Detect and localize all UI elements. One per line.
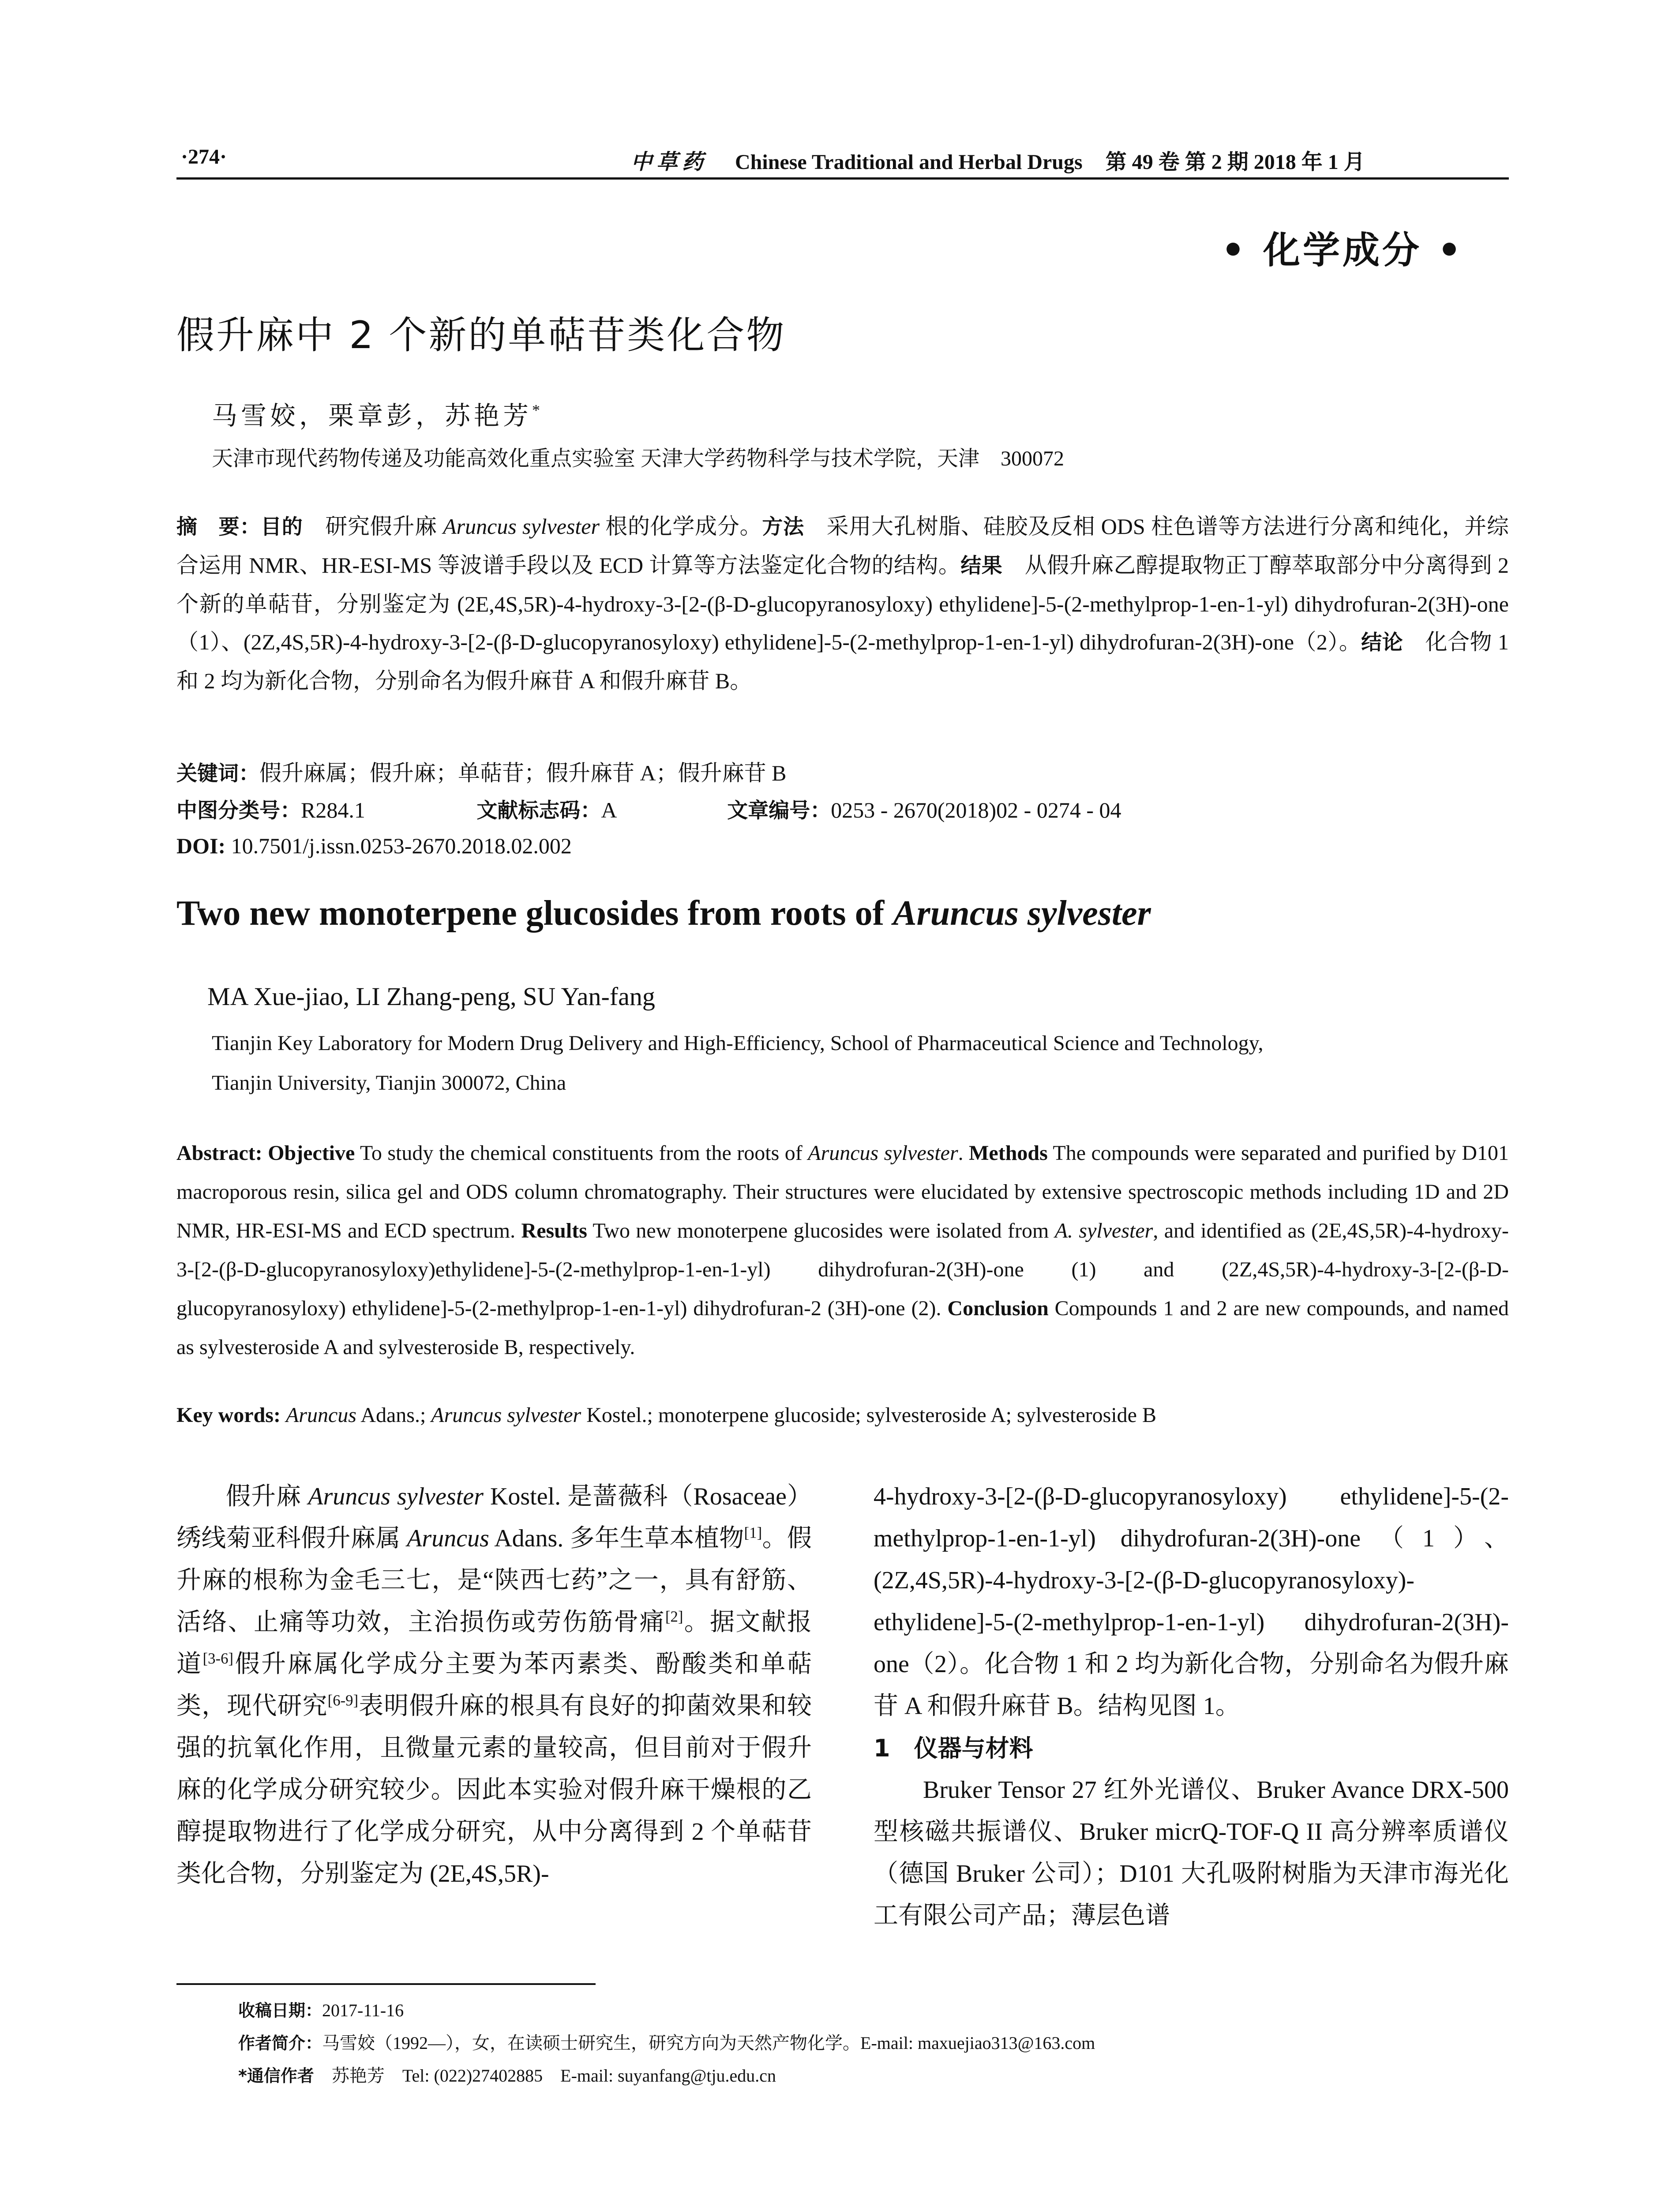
- received-label: 收稿日期：: [238, 2001, 322, 2020]
- clc-label: 中图分类号：: [176, 799, 301, 823]
- affiliation-en-line-2: Tianjin University, Tianjin 300072, China: [212, 1071, 566, 1095]
- conclusion-label-cn: 结论: [1361, 630, 1403, 655]
- methods-text-en: The compounds were separated and purified by D101 macroporous resin, silica gel and ODS column chromatography. Their structures were elucidated by extensive spectroscopic methods including 1D and 2D NMR, HR-ESI-MS and ECD spectrum.: [176, 1141, 1509, 1242]
- citation[interactable]: [6-9]: [327, 1692, 359, 1709]
- intro-text: 。据文献报道: [176, 1609, 812, 1678]
- section-tag: • 化学成分 •: [1221, 229, 1464, 272]
- objective-text-en: To study the chemical constituents from the roots of: [355, 1141, 808, 1165]
- doc-code-value: A: [601, 798, 616, 822]
- intro-paragraph: [176, 1476, 812, 1895]
- intro-text: Adans. 多年生草本植物: [489, 1525, 744, 1552]
- keywords-en-label: Key words:: [176, 1403, 281, 1427]
- journal-name-en: Chinese Traditional and Herbal Drugs: [735, 150, 1083, 174]
- intro-text: 。假升麻的根称为金毛三七，是“陕西七药”之一，具有舒筋、活络、止痛等功效，主治损伤或劳伤筋骨痛: [176, 1525, 812, 1636]
- conclusion-text-en: Compounds 1 and 2 are new compounds, and named as sylvesteroside A and sylvesteroside B, respectively.: [176, 1297, 1509, 1359]
- keywords-cn-label: 关键词：: [176, 762, 259, 786]
- intro-text: 假升麻属化学成分主要为苯丙素类、酚酸类和单萜类，现代研究: [176, 1651, 812, 1720]
- section-heading: 1 仪器与材料: [874, 1734, 1033, 1762]
- corresponding-label: *通信作者: [238, 2066, 314, 2086]
- citation[interactable]: [2]: [665, 1608, 683, 1625]
- article-number-value: 0253 - 2670(2018)02 - 0274 - 04: [831, 798, 1121, 822]
- doi-line: [176, 833, 572, 859]
- authors-cn: [212, 395, 544, 432]
- abstract-cn: [176, 507, 1509, 700]
- bio-label: 作者简介：: [238, 2033, 322, 2053]
- body-column-left: [176, 1476, 812, 1895]
- methods-label-en: Methods: [969, 1141, 1048, 1165]
- title-en-text: Two new monoterpene glucosides from roots of: [176, 894, 893, 933]
- affiliation-en: [212, 1024, 1509, 1103]
- keyword-genus-authority: Adans.;: [356, 1403, 431, 1427]
- results-label-en: Results: [521, 1219, 587, 1242]
- conclusion-label-en: Conclusion: [947, 1297, 1049, 1320]
- keywords-en: [176, 1403, 1156, 1427]
- classification-line: [176, 794, 1121, 824]
- results-text-en-end: , and identified as (2E,4S,5R)-4-hydroxy-3-[2-(β-D-glucopyranosyloxy)ethylidene]-5-(2-methylprop-1-en-1-yl) dihydrofuran-2(3H)-one (1) and (2Z,4S,5R)-4-hydroxy-3-[2-(β-D-glucopyranosyloxy) ethylidene]-5-(2-methylprop-1-en-1-yl) dihydrofuran-2 (3H)-one (2).: [176, 1219, 1509, 1320]
- instruments-paragraph: Bruker Tensor 27 红外光谱仪、Bruker Avance DRX-500 型核磁共振谱仪、Bruker micrQ-TOF-Q II 高分辨率质谱仪（德国 Bruker 公司）；D101 大孔吸附树脂为天津市海光化工有限公司产品；薄层色谱: [874, 1776, 1509, 1929]
- journal-name: [631, 145, 1365, 175]
- citation[interactable]: [1]: [744, 1524, 762, 1542]
- objective-text-cn: 研究假升麻: [303, 514, 443, 539]
- footnote-corresponding: [238, 2060, 1095, 2092]
- abstract-en: [176, 1134, 1509, 1367]
- intro-text: 假升麻: [226, 1483, 308, 1510]
- intro-genus: Aruncus: [407, 1525, 489, 1552]
- results-text-en: Two new monoterpene glucosides were isolated from: [587, 1219, 1055, 1242]
- doi-label: DOI:: [176, 833, 226, 858]
- objective-label-cn: 目的: [260, 515, 303, 539]
- results-label-cn: 结果: [960, 554, 1003, 578]
- authors-cn-names: 马雪姣，栗章彭，苏艳芳: [212, 401, 532, 430]
- objective-text-en-end: .: [958, 1141, 969, 1165]
- footnotes: [238, 1994, 1095, 2092]
- journal-issue: 第 49 卷 第 2 期 2018 年 1 月: [1105, 150, 1365, 174]
- species-name: Aruncus sylvester: [443, 514, 600, 539]
- page-header: [176, 141, 1509, 180]
- keywords-rest: Kostel.; monoterpene glucoside; sylvesteroside A; sylvesteroside B: [581, 1403, 1156, 1427]
- keywords-cn-text: 假升麻属；假升麻；单萜苷；假升麻苷 A；假升麻苷 B: [259, 761, 787, 785]
- footnote-received: [238, 1994, 1095, 2027]
- methods-text-cn: 采用大孔树脂、硅胶及反相 ODS 柱色谱等方法进行分离和纯化，并综合运用 NMR、HR-ESI-MS 等波谱手段以及 ECD 计算等方法鉴定化合物的结构。: [176, 514, 1509, 578]
- keywords-cn: [176, 755, 786, 787]
- keyword-species: Aruncus sylvester: [431, 1403, 581, 1427]
- citation[interactable]: [3-6]: [202, 1650, 233, 1667]
- footnote-author-bio: [238, 2027, 1095, 2060]
- intro-text: 表明假升麻的根具有良好的抑菌效果和较强的抗氧化作用，且微量元素的量较高，但目前对于假升麻的化学成分研究较少。因此本实验对假升麻干燥根的乙醇提取物进行了化学成分研究，从中分离得到 2 个单萜苷类化合物，分别鉴定为 (2E,4S,5R)-: [176, 1692, 812, 1887]
- results-text-cn: 从假升麻乙醇提取物正丁醇萃取部分中分离得到 2 个新的单萜苷，分别鉴定为 (2E,4S,5R)-4-hydroxy-3-[2-(β-D-glucopyranosyloxy) ethylidene]-5-(2-methylprop-1-en-1-yl) dihydrofuran-2(3H)-one（1）、(2Z,4S,5R)-4-hydroxy-3-[2-(β-D-glucopyranosyloxy) ethylidene]-5-(2-methylprop-1-en-1-yl) dihydrofuran-2(3H)-one（2）。: [176, 553, 1509, 654]
- intro-species: Aruncus sylvester: [308, 1483, 484, 1510]
- affiliation-cn: 天津市现代药物传递及功能高效化重点实验室 天津大学药物科学与技术学院，天津 300072: [212, 447, 1065, 470]
- corresponding-text: 苏艳芳 Tel: (022)27402885 E-mail: suyanfang@tju.edu.cn: [314, 2066, 776, 2086]
- keyword-genus: Aruncus: [285, 1403, 356, 1427]
- objective-text-cn-end: 根的化学成分。: [599, 514, 762, 539]
- abstract-en-label: Abstract: Objective: [176, 1141, 355, 1165]
- clc-value: R284.1: [301, 798, 365, 822]
- doi-value[interactable]: 10.7501/j.issn.0253-2670.2018.02.002: [231, 833, 572, 858]
- body-column-right: [874, 1476, 1509, 1937]
- received-date: 2017-11-16: [322, 2000, 404, 2020]
- abstract-cn-label: 摘 要：: [176, 515, 261, 539]
- affiliation-en-line-1: Tianjin Key Laboratory for Modern Drug Delivery and High-Efficiency, School of Pharmaceutical Science and Technology,: [212, 1032, 1264, 1055]
- doc-code-label: 文献标志码：: [476, 799, 601, 823]
- corresponding-mark: *: [532, 401, 544, 419]
- footnote-divider: [176, 1983, 596, 1985]
- title-en-species: Aruncus sylvester: [893, 894, 1151, 933]
- results-species-en: A. sylvester: [1054, 1219, 1153, 1242]
- article-number-label: 文章编号：: [727, 799, 831, 823]
- intro-text: Kostel. 是蔷薇科（Rosaceae）绣线菊亚科假升麻属: [176, 1483, 812, 1552]
- species-name-en: Aruncus sylvester: [808, 1141, 958, 1165]
- bio-text: 马雪姣（1992—），女，在读硕士研究生，研究方向为天然产物化学。E-mail: maxuejiao313@163.com: [322, 2033, 1095, 2053]
- conclusion-text-cn: 化合物 1 和 2 均为新化合物，分别命名为假升麻苷 A 和假升麻苷 B。: [176, 630, 1509, 693]
- methods-label-cn: 方法: [762, 515, 804, 539]
- article-title-cn: 假升麻中 2 个新的单萜苷类化合物: [176, 313, 786, 357]
- journal-name-cn: 中草药: [631, 150, 708, 174]
- compound-paragraph: 4-hydroxy-3-[2-(β-D-glucopyranosyloxy) ethylidene]-5-(2-methylprop-1-en-1-yl) dihydrofuran-2(3H)-one（1）、(2Z,4S,5R)-4-hydroxy-3-[2-(β-D-glucopyranosyloxy)-ethylidene]-5-(2-methylprop-1-en-1-yl) dihydrofuran-2(3H)-one（2）。化合物 1 和 2 均为新化合物，分别命名为假升麻苷 A 和假升麻苷 B。结构见图 1。: [874, 1483, 1509, 1720]
- authors-en: MA Xue-jiao, LI Zhang-peng, SU Yan-fang: [207, 982, 655, 1011]
- article-title-en: [176, 893, 1151, 934]
- page-number: ·274·: [181, 145, 227, 169]
